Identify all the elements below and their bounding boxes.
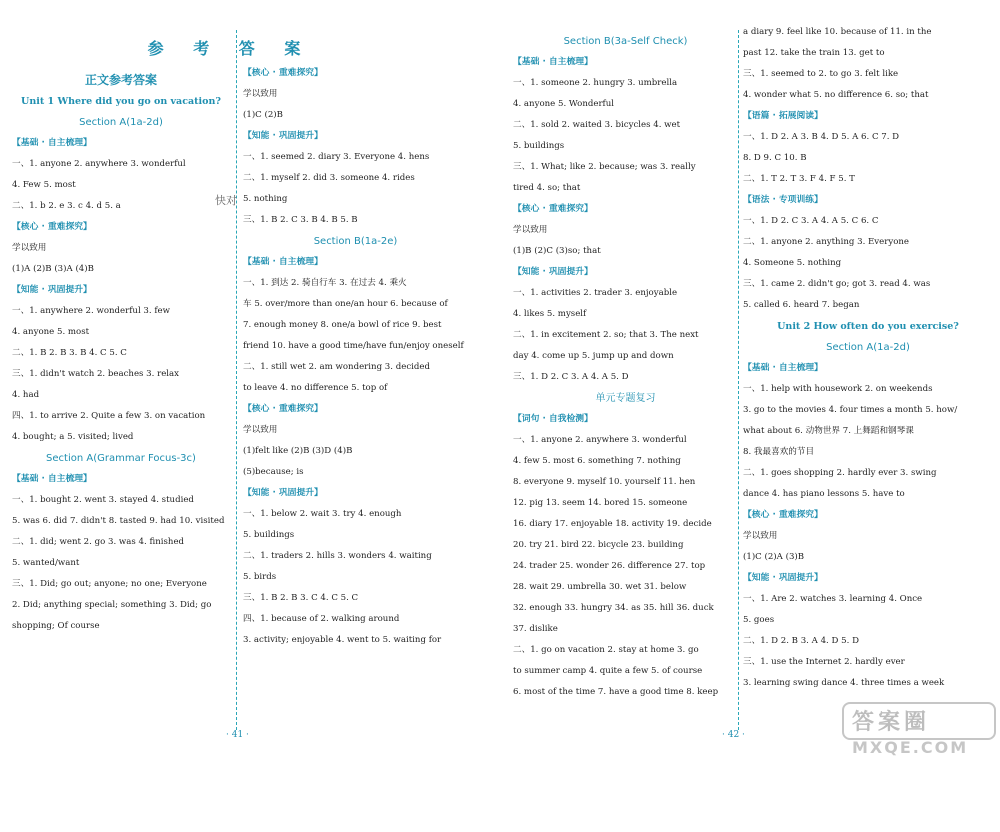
answer-line: 三、1. came 2. didn't go; got 3. read 4. was: [743, 279, 931, 289]
column-divider: [236, 30, 237, 730]
column-4: [743, 0, 993, 784]
answer-line: 一、1. seemed 2. diary 3. Everyone 4. hens: [243, 152, 430, 162]
answer-line: 二、1. B 2. B 3. B 4. C 5. C: [12, 348, 127, 358]
answer-line: 二、1. sold 2. waited 3. bicycles 4. wet: [513, 120, 681, 130]
answer-line: 二、1. in excitement 2. so; that 3. The next: [513, 330, 699, 340]
answer-line: 一、1. anyone 2. anywhere 3. wonderful: [12, 159, 186, 169]
answer-line: 二、1. b 2. e 3. c 4. d 5. a: [12, 201, 121, 211]
section-label: 【核心 · 重难探究】: [12, 222, 92, 232]
answer-line: 5. buildings: [243, 530, 295, 540]
answer-line: to summer camp 4. quite a few 5. of course: [513, 666, 703, 676]
section-label: 【语法 · 专项训练】: [743, 195, 823, 205]
column-3: [513, 0, 738, 793]
answer-line: 三、1. use the Internet 2. hardly ever: [743, 657, 905, 667]
answer-line: 24. trader 25. wonder 26. difference 27. top: [513, 561, 706, 571]
answer-line: 二、1. did; went 2. go 3. was 4. finished: [12, 537, 185, 547]
section-label: 【核心 · 重难探究】: [243, 68, 323, 78]
answer-line: 二、1. go on vacation 2. stay at home 3. go: [513, 645, 699, 655]
answer-line: 二、1. still wet 2. am wondering 3. decided: [243, 362, 430, 372]
answer-line: 二、1. traders 2. hills 3. wonders 4. waiting: [243, 551, 432, 561]
answer-line: 8. 我最喜欢的节目: [743, 447, 815, 457]
section-heading: Section A(1a-2d): [826, 342, 910, 353]
answer-line: (5)because; is: [243, 467, 304, 477]
answer-line: 5. birds: [243, 572, 277, 582]
section-label: 【语篇 · 拓展阅读】: [743, 111, 823, 121]
answer-line: 16. diary 17. enjoyable 18. activity 19. decide: [513, 519, 712, 529]
section-label: 【基础 · 自主梳理】: [243, 257, 323, 267]
answer-line: 二、1. D 2. B 3. A 4. D 5. D: [743, 636, 859, 646]
page-title: 参 考 答 案: [147, 39, 313, 58]
answer-line: (1)C (2)A (3)B: [743, 552, 805, 562]
answer-line: 4. Few 5. most: [12, 180, 76, 190]
answer-line: 一、1. anywhere 2. wonderful 3. few: [12, 306, 170, 316]
answer-line: 学以致用: [243, 425, 278, 435]
answer-line: past 12. take the train 13. get to: [743, 48, 885, 58]
answer-line: 学以致用: [243, 89, 278, 99]
answer-line: 三、1. didn't watch 2. beaches 3. relax: [12, 369, 180, 379]
answer-line: 一、1. help with housework 2. on weekends: [743, 384, 933, 394]
handwritten-note: 快对: [215, 194, 237, 207]
section-heading: Section B(1a-2e): [313, 236, 398, 247]
answer-line: 4. anyone 5. Wonderful: [513, 99, 615, 109]
answer-line: 7. enough money 8. one/a bowl of rice 9. best: [243, 320, 442, 330]
section-label: 【知能 · 巩固提升】: [743, 573, 823, 583]
section-heading: 单元专题复习: [595, 393, 656, 404]
answer-line: 一、1. someone 2. hungry 3. umbrella: [513, 78, 678, 88]
answer-line: 4. anyone 5. most: [12, 327, 90, 337]
answer-line: 一、1. activities 2. trader 3. enjoyable: [513, 288, 678, 298]
answer-line: 一、1. 到达 2. 骑自行车 3. 在过去 4. 乘火: [243, 278, 407, 288]
answer-line: 5. buildings: [513, 141, 565, 151]
watermark-url: MXQE.COM: [852, 738, 969, 757]
answer-line: to leave 4. no difference 5. top of: [243, 383, 388, 393]
section-label: 【基础 · 自主梳理】: [513, 57, 593, 67]
answer-line: 车 5. over/more than one/an hour 6. because of: [243, 299, 448, 309]
answer-line: 学以致用: [12, 243, 47, 253]
page-number-left: · 41 ·: [226, 730, 249, 740]
answer-line: 学以致用: [743, 531, 778, 541]
section-label: 【知能 · 巩固提升】: [243, 488, 323, 498]
section-label: 【基础 · 自主梳理】: [743, 363, 823, 373]
answer-line: shopping; Of course: [12, 621, 100, 631]
column-1: [12, 0, 230, 832]
section-heading: Section B(3a-Self Check): [563, 36, 688, 47]
section-label: 【知能 · 巩固提升】: [243, 131, 323, 141]
unit-heading: Unit 1 Where did you go on vacation?: [21, 96, 221, 107]
page-number-right: · 42 ·: [722, 730, 745, 740]
answer-line: 二、1. anyone 2. anything 3. Everyone: [743, 237, 910, 247]
answer-line: tired 4. so; that: [513, 183, 581, 193]
section-heading: Section A(Grammar Focus-3c): [46, 453, 196, 464]
section-label: 【核心 · 重难探究】: [513, 204, 593, 214]
answer-line: 学以致用: [513, 225, 548, 235]
section-heading: Section A(1a-2d): [79, 117, 163, 128]
answer-line: 12. pig 13. seem 14. bored 15. someone: [513, 498, 688, 508]
answer-line: 32. enough 33. hungry 34. as 35. hill 36. duck: [513, 603, 714, 613]
answer-line: 三、1. B 2. B 3. C 4. C 5. C: [243, 593, 359, 603]
answer-line: 20. try 21. bird 22. bicycle 23. building: [513, 540, 684, 550]
answer-line: 5. was 6. did 7. didn't 8. tasted 9. had 10. visited: [12, 516, 225, 526]
answer-line: 三、1. D 2. C 3. A 4. A 5. D: [513, 372, 629, 382]
watermark-logo: [842, 702, 992, 760]
unit-heading: Unit 2 How often do you exercise?: [777, 321, 959, 332]
answer-line: 一、1. D 2. A 3. B 4. D 5. A 6. C 7. D: [743, 132, 900, 142]
answer-line: 三、1. seemed to 2. to go 3. felt like: [743, 69, 899, 79]
answer-line: dance 4. has piano lessons 5. have to: [743, 489, 905, 499]
answer-line: 2. Did; anything special; something 3. Did; go: [12, 600, 212, 610]
answer-line: 4. wonder what 5. no difference 6. so; that: [743, 90, 929, 100]
answer-line: (1)felt like (2)B (3)D (4)B: [243, 446, 353, 456]
answers-heading: 正文参考答案: [84, 73, 157, 87]
answer-line: 4. had: [12, 390, 40, 400]
answer-line: 3. go to the movies 4. four times a month 5. how/: [743, 405, 958, 415]
answer-line: 3. learning swing dance 4. three times a week: [743, 678, 945, 688]
answer-line: 28. wait 29. umbrella 30. wet 31. below: [513, 582, 687, 592]
answer-line: 一、1. bought 2. went 3. stayed 4. studied: [12, 495, 194, 505]
answer-line: 5. nothing: [243, 194, 288, 204]
answer-line: 四、1. because of 2. walking around: [243, 614, 400, 624]
section-label: 【基础 · 自主梳理】: [12, 474, 92, 484]
section-label: 【知能 · 巩固提升】: [12, 285, 92, 295]
answer-line: 三、1. B 2. C 3. B 4. B 5. B: [243, 215, 358, 225]
answer-line: a diary 9. feel like 10. because of 11. in the: [743, 27, 932, 37]
answer-line: 5. wanted/want: [12, 558, 80, 568]
column-divider: [738, 30, 739, 730]
answer-line: 一、1. below 2. wait 3. try 4. enough: [243, 509, 402, 519]
answer-line: 二、1. myself 2. did 3. someone 4. rides: [243, 173, 415, 183]
answer-line: 4. few 5. most 6. something 7. nothing: [513, 456, 681, 466]
answer-line: 三、1. Did; go out; anyone; no one; Everyone: [12, 579, 207, 589]
answer-line: day 4. come up 5. jump up and down: [513, 351, 674, 361]
answer-line: 3. activity; enjoyable 4. went to 5. waiting for: [243, 635, 442, 645]
answer-line: what about 6. 动物世界 7. 上舞蹈和钢琴课: [743, 426, 914, 436]
answer-line: 4. bought; a 5. visited; lived: [12, 432, 134, 442]
answer-line: 二、1. T 2. T 3. F 4. F 5. T: [743, 174, 855, 184]
answer-line: (1)A (2)B (3)A (4)B: [12, 264, 94, 274]
answer-line: friend 10. have a good time/have fun/enjoy oneself: [243, 341, 464, 351]
column-2: [243, 0, 468, 825]
answer-line: 三、1. What; like 2. because; was 3. really: [513, 162, 696, 172]
answer-line: 6. most of the time 7. have a good time 8. keep: [513, 687, 719, 697]
answer-line: 4. likes 5. myself: [513, 309, 587, 319]
answer-line: (1)C (2)B: [243, 110, 283, 120]
section-label: 【基础 · 自主梳理】: [12, 138, 92, 148]
section-label: 【核心 · 重难探究】: [743, 510, 823, 520]
answer-line: 5. goes: [743, 615, 775, 625]
answer-line: 5. called 6. heard 7. began: [743, 300, 860, 310]
watermark-text: 答案圈: [852, 710, 931, 735]
answer-line: 二、1. goes shopping 2. hardly ever 3. swing: [743, 468, 937, 478]
answer-line: 四、1. to arrive 2. Quite a few 3. on vacation: [12, 411, 206, 421]
answer-line: 8. everyone 9. myself 10. yourself 11. hen: [513, 477, 696, 487]
section-label: 【核心 · 重难探究】: [243, 404, 323, 414]
answer-line: 一、1. anyone 2. anywhere 3. wonderful: [513, 435, 687, 445]
section-label: 【知能 · 巩固提升】: [513, 267, 593, 277]
answer-line: 4. Someone 5. nothing: [743, 258, 842, 268]
answer-line: (1)B (2)C (3)so; that: [513, 246, 601, 256]
section-label: 【词句 · 自我检测】: [513, 414, 593, 424]
answer-line: 一、1. D 2. C 3. A 4. A 5. C 6. C: [743, 216, 879, 226]
answer-line: 8. D 9. C 10. B: [743, 153, 807, 163]
answer-line: 一、1. Are 2. watches 3. learning 4. Once: [743, 594, 923, 604]
answer-line: 37. dislike: [513, 624, 558, 634]
